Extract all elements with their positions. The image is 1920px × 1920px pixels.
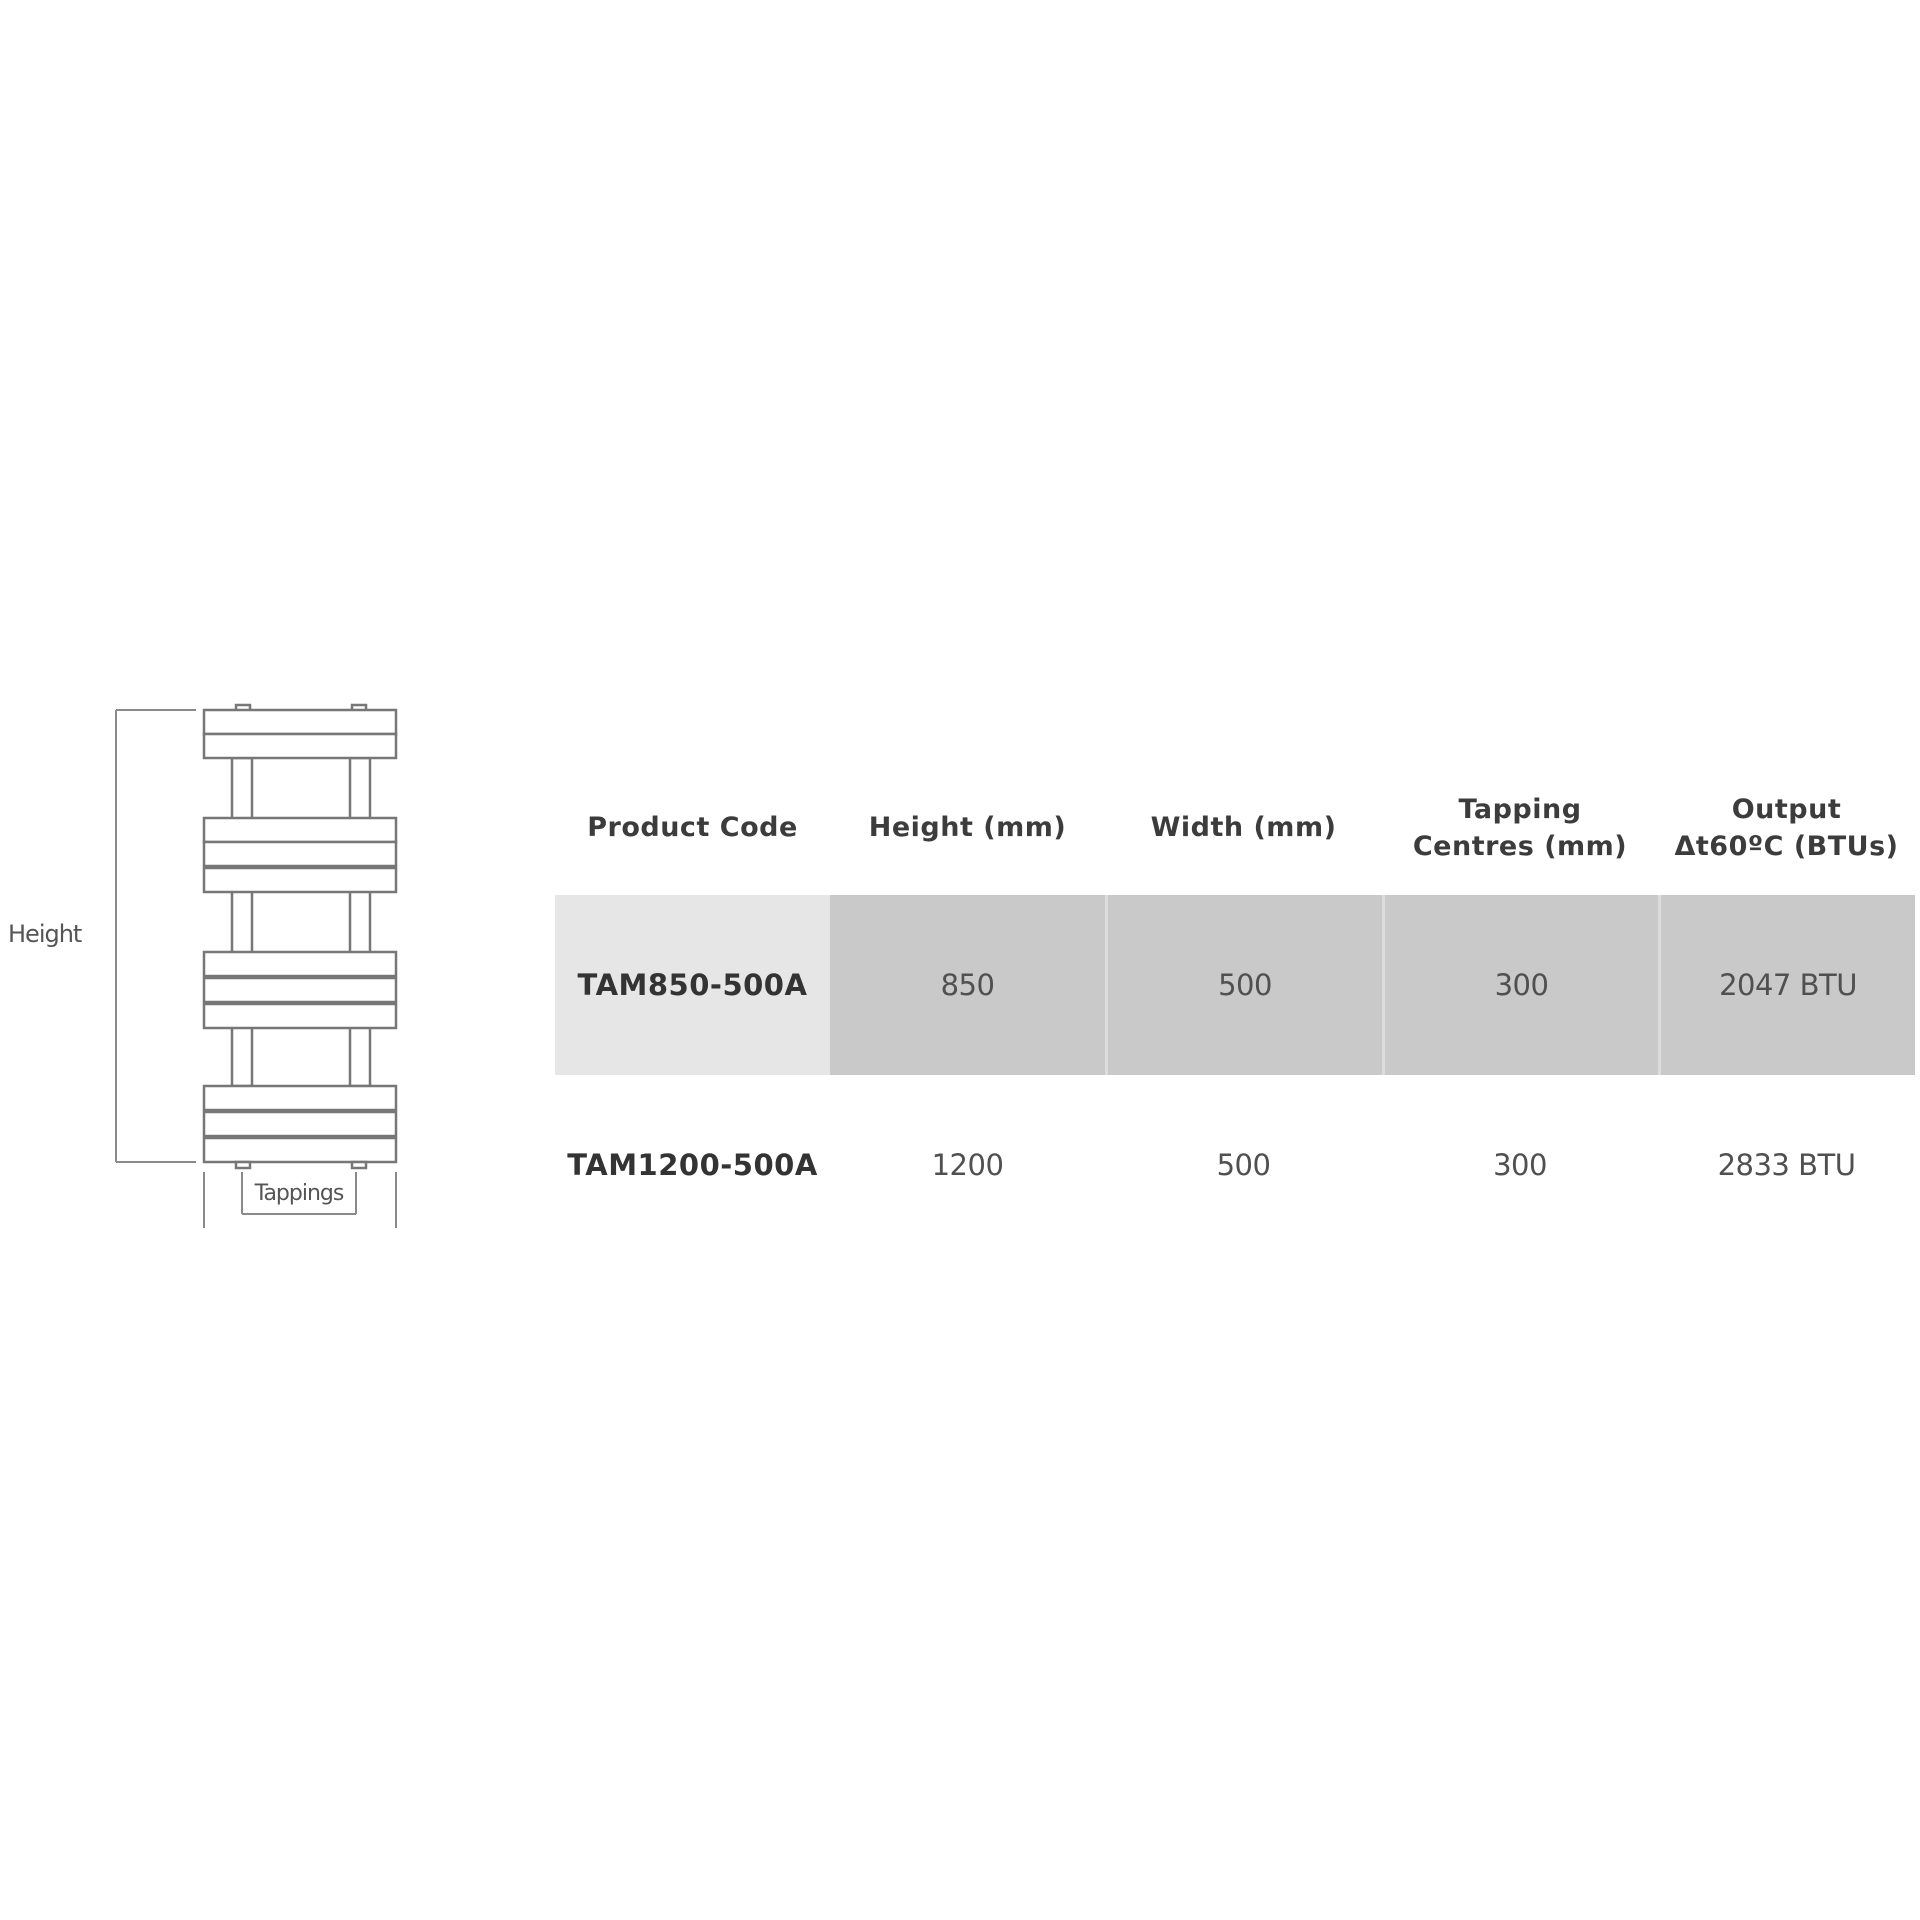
product-code-cell: TAM1200-500A — [567, 1148, 818, 1182]
table-header-row — [555, 760, 1915, 895]
header-width — [1105, 809, 1382, 846]
header-product-code — [555, 809, 830, 846]
header-line: Δt60ºC (BTUs) — [1674, 830, 1899, 862]
table-row — [555, 895, 1915, 1075]
radiator-drawing — [204, 705, 396, 1168]
width-cell: 500 — [1105, 895, 1382, 1075]
header-tapping-centres — [1382, 791, 1658, 865]
header-line: Height (mm) — [868, 812, 1067, 843]
header-line: Product Code — [587, 812, 798, 843]
tapping-cell: 300 — [1382, 895, 1658, 1075]
height-cell: 850 — [830, 895, 1105, 1075]
product-code-cell: TAM850-500A — [555, 895, 830, 1075]
header-line: Centres (mm) — [1412, 830, 1628, 862]
output-cell: 2833 BTU — [1717, 1148, 1856, 1182]
output-cell: 2047 BTU — [1658, 895, 1915, 1075]
height-label: Height — [8, 920, 82, 948]
spec-table — [555, 760, 1915, 1255]
height-cell: 1200 — [931, 1148, 1004, 1182]
table-row — [555, 1075, 1915, 1255]
header-line: Width (mm) — [1150, 812, 1337, 843]
height-dimension-line — [116, 710, 196, 1162]
header-height — [830, 809, 1105, 846]
tapping-cell: 300 — [1493, 1148, 1547, 1182]
tappings-label: Tappings — [254, 1181, 344, 1206]
radiator-diagram — [0, 0, 420, 1920]
header-line: Output — [1731, 793, 1842, 825]
header-output — [1658, 791, 1915, 865]
width-cell: 500 — [1216, 1148, 1271, 1182]
header-line: Tapping — [1458, 793, 1582, 825]
